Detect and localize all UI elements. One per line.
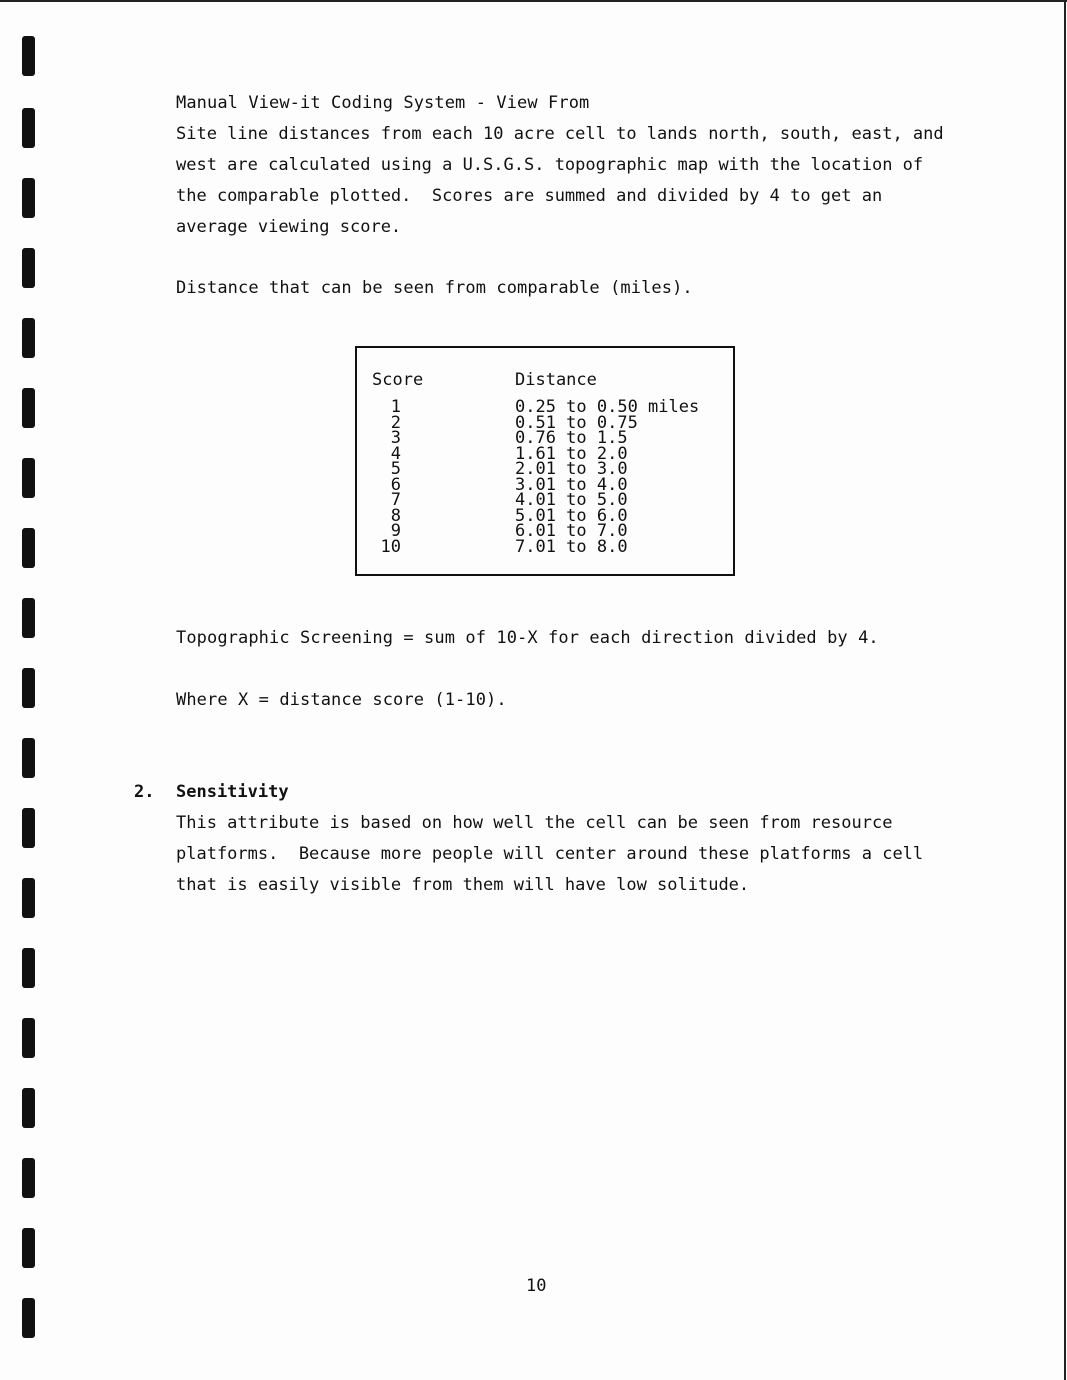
binding-mark bbox=[22, 1088, 35, 1128]
score-cell: 2 bbox=[390, 412, 401, 433]
score-cell: 5 bbox=[390, 459, 401, 479]
score-cell: 1 bbox=[390, 397, 401, 417]
distance-cell: 3.01 to 4.0 bbox=[515, 474, 628, 495]
binding-mark bbox=[22, 1158, 35, 1198]
formula-text: Topographic Screening = sum of 10-X for each direction divided by 4. bbox=[176, 628, 879, 648]
table-rows bbox=[357, 397, 733, 557]
distance-cell: 1.61 to 2.0 bbox=[515, 443, 628, 464]
binding-mark bbox=[22, 1018, 35, 1058]
score-header: Score bbox=[372, 370, 424, 390]
table-row bbox=[357, 536, 733, 557]
binding-mark bbox=[22, 178, 35, 218]
score-cell: 3 bbox=[390, 428, 401, 448]
binding-mark bbox=[22, 248, 35, 288]
paragraph-line: Site line distances from each 10 acre cell to lands north, south, east, and bbox=[176, 124, 944, 144]
intro-paragraph bbox=[176, 119, 956, 243]
distance-cell: 2.01 to 3.0 bbox=[515, 459, 628, 479]
distance-cell: 0.76 to 1.5 bbox=[515, 428, 628, 448]
distance-cell: 4.01 to 5.0 bbox=[515, 490, 628, 510]
binding-mark bbox=[22, 528, 35, 568]
paragraph-line: that is easily visible from them will have low solitude. bbox=[176, 875, 750, 895]
section-number: 2. bbox=[134, 782, 155, 802]
distance-caption: Distance that can be seen from comparable (miles). bbox=[176, 278, 693, 298]
distance-cell: 0.25 to 0.50 miles bbox=[515, 397, 700, 417]
score-distance-table bbox=[355, 346, 735, 576]
paragraph-line: the comparable plotted. Scores are summed and divided by 4 to get an bbox=[176, 186, 883, 206]
page-right-border bbox=[1064, 0, 1066, 1380]
where-text: Where X = distance score (1-10). bbox=[176, 690, 507, 710]
score-cell: 7 bbox=[390, 490, 401, 510]
binding-mark bbox=[22, 738, 35, 778]
binding-mark bbox=[22, 808, 35, 848]
score-cell: 6 bbox=[390, 474, 401, 495]
paragraph-line: This attribute is based on how well the cell can be seen from resource bbox=[176, 813, 893, 833]
binding-mark bbox=[22, 36, 35, 76]
distance-cell: 7.01 to 8.0 bbox=[515, 536, 628, 557]
score-cell: 10 bbox=[380, 536, 401, 557]
distance-cell: 5.01 to 6.0 bbox=[515, 505, 628, 526]
paragraph-line: west are calculated using a U.S.G.S. topographic map with the location of bbox=[176, 155, 924, 175]
score-cell: 8 bbox=[390, 505, 401, 526]
binding-mark bbox=[22, 598, 35, 638]
score-cell: 9 bbox=[390, 521, 401, 541]
page-number: 10 bbox=[526, 1276, 547, 1296]
binding-mark bbox=[22, 948, 35, 988]
binding-mark bbox=[22, 668, 35, 708]
intro-heading: Manual View-it Coding System - View From bbox=[176, 93, 590, 113]
distance-cell: 6.01 to 7.0 bbox=[515, 521, 628, 541]
binding-mark bbox=[22, 388, 35, 428]
binding-mark bbox=[22, 878, 35, 918]
distance-cell: 0.51 to 0.75 bbox=[515, 412, 638, 433]
binding-mark bbox=[22, 458, 35, 498]
binding-mark bbox=[22, 1228, 35, 1268]
binding-mark bbox=[22, 108, 35, 148]
section-title: Sensitivity bbox=[176, 782, 289, 802]
binding-mark bbox=[22, 318, 35, 358]
page-top-border bbox=[0, 0, 1067, 2]
section-paragraph bbox=[176, 808, 956, 901]
paragraph-line: average viewing score. bbox=[176, 217, 402, 237]
score-cell: 4 bbox=[390, 443, 401, 464]
distance-header: Distance bbox=[515, 370, 597, 390]
paragraph-line: platforms. Because more people will center around these platforms a cell bbox=[176, 844, 924, 864]
binding-mark bbox=[22, 1298, 35, 1338]
